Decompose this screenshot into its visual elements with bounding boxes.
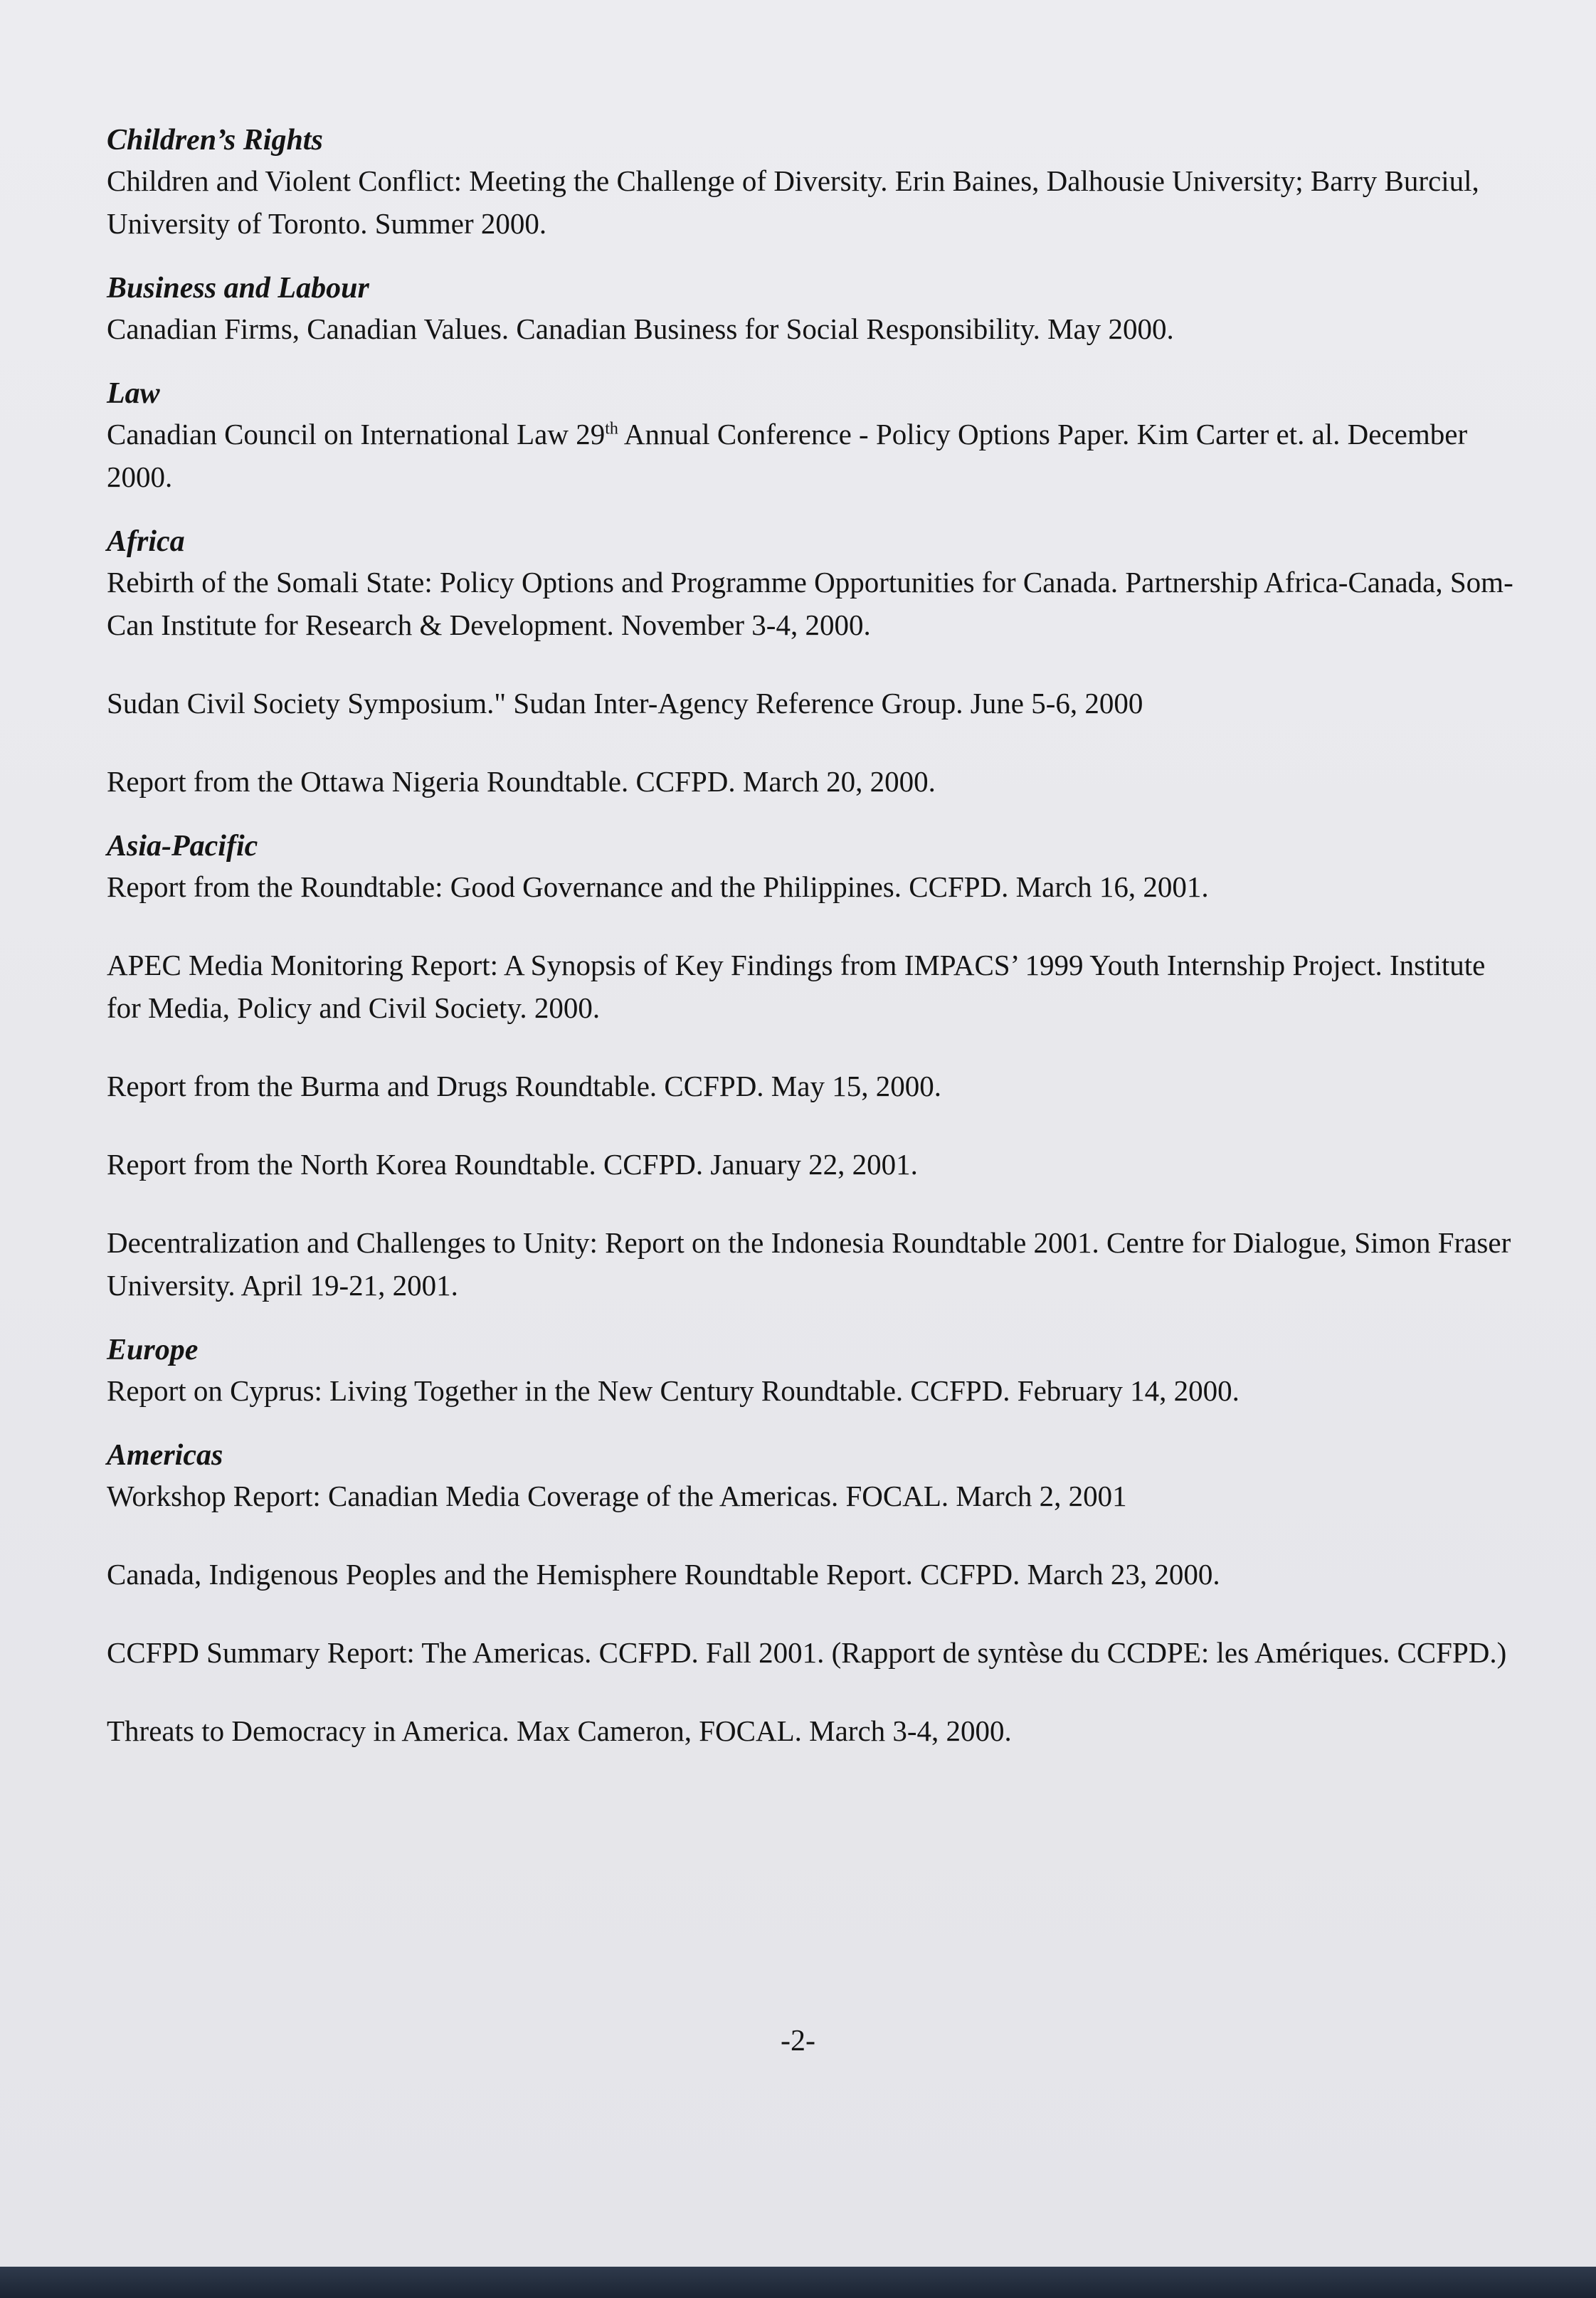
- report-entry: Canadian Firms, Canadian Values. Canadian Business for Social Responsibility. May 2000.: [107, 312, 1174, 345]
- report-entry: [107, 413, 1516, 498]
- page-number: -2-: [781, 2025, 815, 2057]
- report-entry: Report from the Burma and Drugs Roundtable. CCFPD. May 15, 2000.: [107, 1070, 941, 1102]
- section-heading: Children’s Rights: [107, 124, 323, 157]
- report-entry: CCFPD Summary Report: The Americas. CCFPD. Fall 2001. (Rapport de syntèse du CCDPE: les Amériques. CCFPD.): [107, 1636, 1507, 1669]
- entry-text-after: Annual Conference - Policy Options Paper. Kim Carter et. al. December 2000.: [107, 418, 1468, 493]
- report-entry: Report from the Roundtable: Good Governance and the Philippines. CCFPD. March 16, 2001.: [107, 870, 1209, 903]
- section-law: [107, 374, 1516, 498]
- scan-bottom-edge: [0, 2267, 1596, 2298]
- section-americas: [107, 1436, 1516, 1752]
- section-asia-pacific: [107, 827, 1516, 1307]
- section-business-and-labour: [107, 269, 1516, 350]
- report-entry: Canada, Indigenous Peoples and the Hemisphere Roundtable Report. CCFPD. March 23, 2000.: [107, 1558, 1220, 1591]
- ordinal-suffix: th: [605, 419, 618, 438]
- section-africa: [107, 522, 1516, 803]
- section-heading: Africa: [107, 525, 185, 558]
- report-entry: Rebirth of the Somali State: Policy Options and Programme Opportunities for Canada. Partnership Africa-Canada, Som-Can Institute for Research & Development. November 3-4, 2000.: [107, 566, 1513, 641]
- report-list: [107, 121, 1516, 1776]
- report-entry: Threats to Democracy in America. Max Cameron, FOCAL. March 3-4, 2000.: [107, 1714, 1012, 1747]
- report-entry: Sudan Civil Society Symposium." Sudan Inter-Agency Reference Group. June 5-6, 2000: [107, 687, 1143, 720]
- section-heading: Americas: [107, 1439, 223, 1472]
- section-childrens-rights: [107, 121, 1516, 245]
- entry-text-before: Canadian Council on International Law 29: [107, 418, 606, 450]
- section-heading: Business and Labour: [107, 272, 369, 305]
- report-entry: APEC Media Monitoring Report: A Synopsis of Key Findings from IMPACS’ 1999 Youth Internship Project. Institute for Media, Policy and Civil Society. 2000.: [107, 949, 1486, 1024]
- report-entry: Workshop Report: Canadian Media Coverage of the Americas. FOCAL. March 2, 2001: [107, 1480, 1127, 1512]
- section-heading: Asia-Pacific: [107, 830, 258, 863]
- section-europe: [107, 1331, 1516, 1412]
- report-entry: Report from the North Korea Roundtable. CCFPD. January 22, 2001.: [107, 1148, 918, 1181]
- report-entry: Decentralization and Challenges to Unity: Report on the Indonesia Roundtable 2001. Centre for Dialogue, Simon Fraser University. April 19-21, 2001.: [107, 1226, 1511, 1302]
- report-entry: Report from the Ottawa Nigeria Roundtable. CCFPD. March 20, 2000.: [107, 765, 936, 798]
- report-entry: Children and Violent Conflict: Meeting the Challenge of Diversity. Erin Baines, Dalhousie University; Barry Burciul, University of Toronto. Summer 2000.: [107, 164, 1479, 240]
- section-heading: Law: [107, 377, 160, 410]
- section-heading: Europe: [107, 1334, 199, 1366]
- report-entry: Report on Cyprus: Living Together in the New Century Roundtable. CCFPD. February 14, 2000.: [107, 1374, 1240, 1407]
